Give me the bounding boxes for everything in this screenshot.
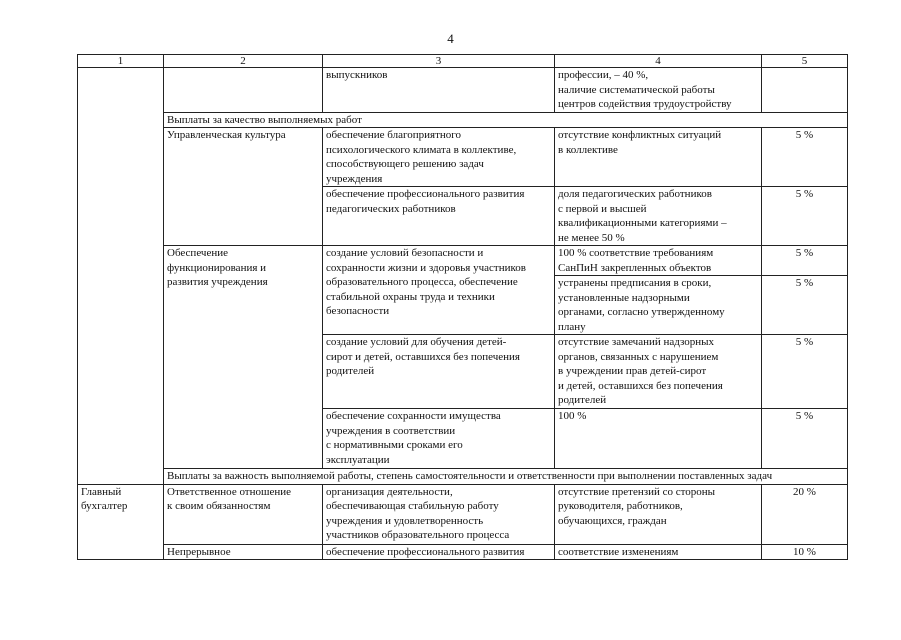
condition-cell: 100 % соответствие требованиям СанПиН закрепленных объектов (555, 246, 762, 276)
criterion-cell: создание условий безопасности и сохранности жизни и здоровья участников образовательного процесса, обеспечение стабильной охраны труда и техники безопасности (323, 246, 555, 335)
page-number: 4 (447, 31, 454, 46)
indicator-cell: Управленческая культура (164, 128, 323, 246)
column-header: 1 (78, 55, 164, 68)
column-header: 2 (164, 55, 323, 68)
percent-cell: 5 % (762, 335, 848, 409)
percent-cell: 5 % (762, 128, 848, 187)
column-header: 5 (762, 55, 848, 68)
position-cell (78, 68, 164, 485)
percent-cell: 5 % (762, 187, 848, 246)
criterion-cell: создание условий для обучения детей- сирот и детей, оставшихся без попечения родителей (323, 335, 555, 409)
percent-cell (762, 68, 848, 113)
criterion-cell: обеспечение благоприятного психологического климата в коллективе, способствующего решению задач учреждения (323, 128, 555, 187)
condition-cell: отсутствие претензий со стороны руководителя, работников, обучающихся, граждан (555, 484, 762, 544)
condition-cell: устранены предписания в сроки, установленные надзорными органами, согласно утвержденному плану (555, 276, 762, 335)
column-header: 4 (555, 55, 762, 68)
indicator-cell: Ответственное отношение к своим обязанностям (164, 484, 323, 544)
table-row (78, 544, 848, 560)
header-row (78, 55, 848, 68)
criterion-cell: выпускников (323, 68, 555, 113)
column-header: 3 (323, 55, 555, 68)
position-cell: Главный бухгалтер (78, 484, 164, 560)
section-title: Выплаты за качество выполняемых работ (164, 112, 848, 128)
indicator-cell (164, 68, 323, 113)
table-row (78, 246, 848, 276)
criterion-cell: обеспечение сохранности имущества учреждения в соответствии с нормативными сроками его эксплуатации (323, 409, 555, 469)
table-row (78, 128, 848, 187)
criterion-cell: обеспечение профессионального развития педагогических работников (323, 187, 555, 246)
percent-cell: 5 % (762, 276, 848, 335)
condition-cell: 100 % (555, 409, 762, 469)
section-title: Выплаты за важность выполняемой работы, степень самостоятельности и ответственности при выполнении поставленных задач (164, 469, 848, 485)
criterion-cell: обеспечение профессионального развития (323, 544, 555, 560)
indicator-cell: Непрерывное (164, 544, 323, 560)
percent-cell: 5 % (762, 409, 848, 469)
criterion-cell: организация деятельности, обеспечивающая стабильную работу учреждения и удовлетворенность участников образовательного процесса (323, 484, 555, 544)
table-row (78, 68, 848, 113)
section-row (78, 469, 848, 485)
condition-cell: отсутствие конфликтных ситуаций в коллективе (555, 128, 762, 187)
criteria-table (77, 54, 848, 560)
percent-cell: 5 % (762, 246, 848, 276)
section-row (78, 112, 848, 128)
condition-cell: доля педагогических работников с первой и высшей квалификационными категориями – не менее 50 % (555, 187, 762, 246)
condition-cell: соответствие изменениям (555, 544, 762, 560)
condition-cell: профессии, – 40 %, наличие систематической работы центров содействия трудоустройству (555, 68, 762, 113)
indicator-cell: Обеспечение функционирования и развития учреждения (164, 246, 323, 469)
percent-cell: 10 % (762, 544, 848, 560)
condition-cell: отсутствие замечаний надзорных органов, связанных с нарушением в учреждении прав детей-сирот и детей, оставшихся без попечения родителей (555, 335, 762, 409)
percent-cell: 20 % (762, 484, 848, 544)
table-row (78, 484, 848, 544)
